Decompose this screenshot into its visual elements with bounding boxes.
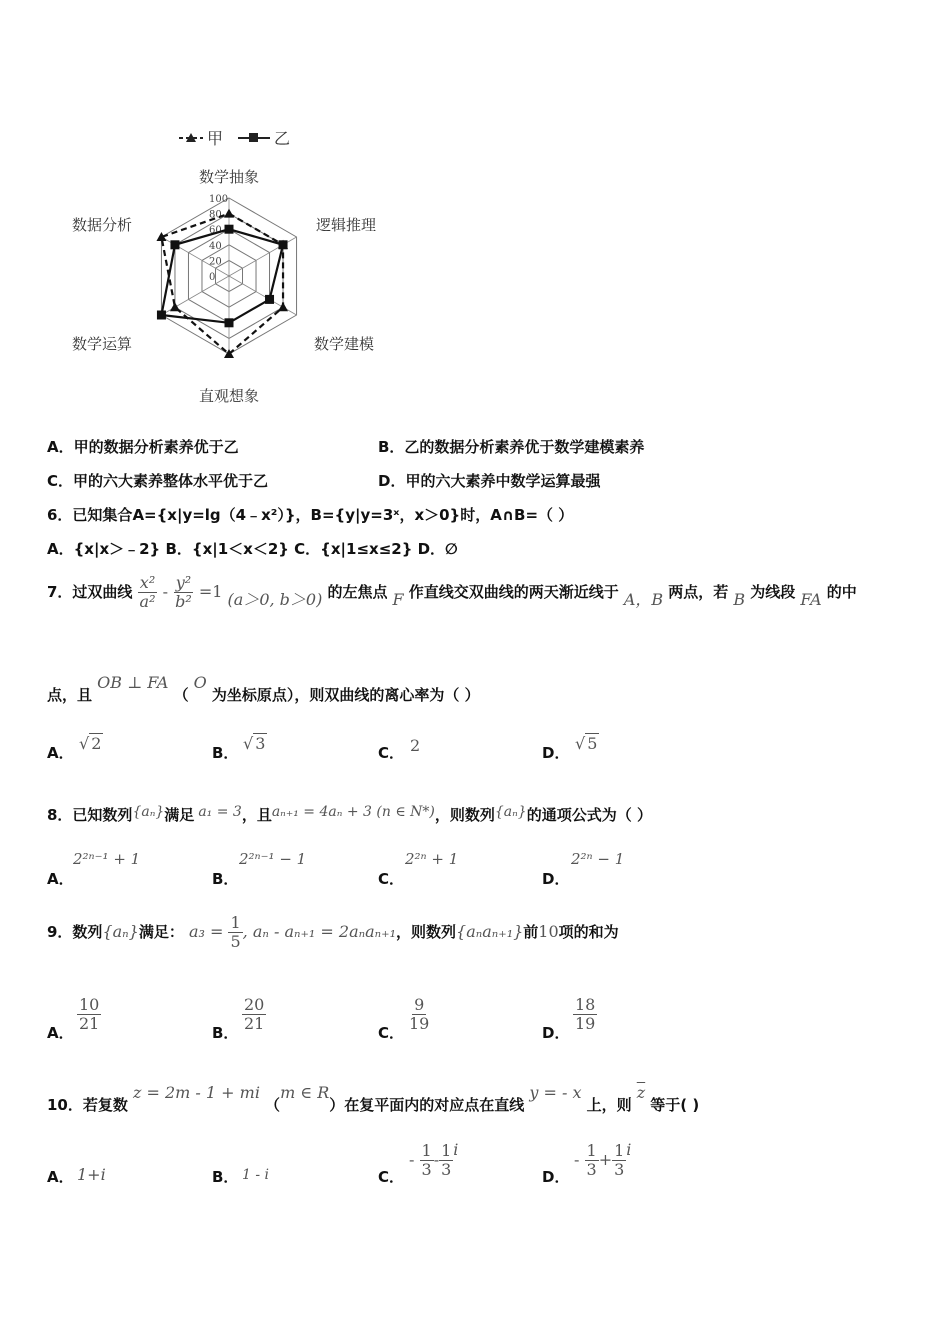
q8-opt-d-value: 2²ⁿ − 1: [571, 850, 625, 868]
q5-option-d: D．甲的六大素养中数学运算最强: [378, 472, 601, 490]
q10-opt-d-pre: -: [574, 1150, 580, 1169]
q10-opt-d-n2: 1: [614, 1141, 625, 1160]
q9-n10: 10: [538, 922, 559, 941]
q10-opt-c-n2: 1: [441, 1141, 452, 1160]
radar-point-jia: [278, 302, 288, 311]
radar-axis-label: 数学运算: [72, 335, 133, 353]
q8-seq: {𝑎ₙ}: [132, 804, 165, 820]
q9-opt-a-label: A．: [47, 1024, 74, 1042]
radar-axis-label: 数据分析: [72, 216, 133, 234]
q10-text1: 10．若复数: [47, 1096, 128, 1114]
q10-text3: ）在复平面内的对应点在直线: [329, 1096, 525, 1114]
q8-rec: 𝑎ₙ₊₁ = 4𝑎ₙ + 3 (𝑛 ∈ 𝑁*): [271, 804, 435, 820]
q8-opt-a-label: A．: [47, 870, 74, 888]
q5-option-b: B．乙的数据分析素养优于数学建模素养: [378, 438, 645, 456]
q10-opt-b-value: 1 - i: [242, 1167, 270, 1183]
q10-zbar: $\overline{z}$: [636, 1083, 646, 1102]
radar-tick-label: 40: [209, 240, 222, 252]
radar-axis-label: 数学建模: [314, 335, 375, 353]
q10-text5: 等于( ): [650, 1096, 700, 1114]
q7-text1: 的左焦点: [327, 583, 388, 601]
q10-opt-c-label: C．: [378, 1168, 405, 1186]
q8-opt-d-label: D．: [542, 870, 570, 888]
q9-opt-c-den: 19: [409, 1014, 430, 1033]
legend: [179, 129, 290, 148]
q7-opt-a-rad: 2: [91, 734, 102, 753]
q10-opt-b-label: B．: [212, 1168, 239, 1186]
q10-opt-c-mid: -: [433, 1150, 440, 1169]
q7-frac1-num: x²: [139, 573, 156, 592]
q6-stem: 6．已知集合A={x|y=lg（4﹣x²）}，B={y|y=3ˣ，x＞0}时，A∩B=（ ）: [47, 506, 574, 524]
q8-options: [47, 848, 927, 888]
radar-point-jia: [224, 209, 234, 218]
q7-stem-line1: [47, 574, 857, 611]
q7-opt-a-value: √ 2: [79, 734, 102, 753]
q10-cond: m ∈ R: [280, 1083, 330, 1102]
q9-opt-d-den: 19: [575, 1014, 596, 1033]
radar-tick-label: 100: [209, 194, 229, 205]
q10-opt-c-pre: -: [409, 1150, 415, 1169]
q9-text2: 满足：: [138, 923, 184, 941]
q8-text4: ，则数列: [434, 806, 495, 824]
radar-point-yi: [279, 240, 288, 249]
radar-tick-label: 0: [209, 272, 216, 283]
q9-frac: [228, 914, 242, 951]
q10-opt-c-value: [409, 1140, 458, 1179]
q9-options: [47, 996, 927, 1044]
radar-point-yi: [225, 225, 234, 234]
q7-opt-d-value: √ 5: [575, 734, 598, 753]
q7-opt-c-value: 2: [410, 736, 421, 755]
q10-opt-d-n1: 1: [586, 1141, 597, 1160]
q9-opt-a-den: 21: [79, 1014, 100, 1033]
q10-opt-d-d1: 3: [586, 1160, 597, 1179]
q10-options: [47, 1140, 927, 1188]
q10-opt-d-mid: +: [598, 1150, 613, 1169]
q9-text1: 9．数列: [47, 923, 103, 941]
q9-opt-d-num: 18: [575, 995, 596, 1014]
q7-minus: -: [162, 582, 168, 601]
q7-opt-b-label: B．: [212, 744, 239, 762]
q7-frac1-den: a²: [139, 592, 156, 611]
q10-opt-c-d1: 3: [421, 1160, 432, 1179]
q7-frac2-num: y²: [175, 573, 192, 592]
q8-opt-c-value: 2²ⁿ + 1: [405, 850, 459, 868]
q9-opt-b-label: B．: [212, 1024, 239, 1042]
q7-frac-x: [138, 574, 158, 611]
q9-seq: {aₙ}: [102, 922, 139, 941]
q9-text5: 项的和为: [558, 923, 619, 941]
q7-opt-b-rad: 3: [255, 734, 266, 753]
radar-axis-label: 逻辑推理: [316, 216, 377, 234]
q7-FA: FA: [800, 590, 822, 609]
q8-init: 𝑎₁ = 3: [198, 804, 242, 820]
q8-opt-b-label: B．: [212, 870, 239, 888]
q10-opt-d-value: [574, 1140, 631, 1179]
q8-text2: 满足: [164, 806, 195, 824]
q7-eq: =1: [198, 582, 223, 601]
q8-text5: 的通项公式为（ ）: [526, 806, 652, 824]
q7-line2a: 点，且: [47, 686, 93, 704]
q8-stem: [47, 800, 652, 824]
radar-tick-label: 20: [209, 256, 222, 268]
q9-frac-den: 5: [230, 932, 241, 951]
q9-seq2: {aₙaₙ₊₁}: [456, 922, 524, 941]
q9-opt-c-num: 9: [414, 995, 425, 1014]
q7-AB: A，B: [623, 590, 664, 609]
q10-opt-a-value: 1+i: [77, 1165, 106, 1184]
q7-opt-a-label: A．: [47, 744, 74, 762]
q5-option-a: A．甲的数据分析素养优于乙: [47, 438, 239, 456]
q10-z: z = 2m - 1 + mi: [132, 1083, 260, 1102]
q10-opt-d-label: D．: [542, 1168, 570, 1186]
q10-opt-c-d2: 3: [441, 1160, 452, 1179]
q9-frac-num: 1: [230, 913, 241, 932]
q9-opt-d-label: D．: [542, 1024, 570, 1042]
q7-opt-d-label: D．: [542, 744, 570, 762]
q10-opt-d-post: i: [626, 1140, 632, 1159]
legend-label-jia: 甲: [207, 129, 224, 148]
radar-point-yi: [225, 318, 234, 327]
q7-perp: OB ⊥ FA: [97, 673, 169, 692]
q7-prefix: 7．过双曲线: [47, 583, 133, 601]
q7-F: F: [392, 590, 404, 609]
q8-opt-b-value: 2²ⁿ⁻¹ − 1: [239, 850, 307, 868]
q7-stem-line2: [47, 672, 480, 704]
q7-line2b: 为坐标原点），则双曲线的离心率为（ ）: [211, 686, 480, 704]
q9-opt-a-num: 10: [79, 995, 100, 1014]
q9-opt-b-num: 20: [244, 995, 265, 1014]
q10-opt-c-post: i: [453, 1140, 459, 1159]
q7-frac2-den: b²: [175, 592, 192, 611]
radar-tick-label: 60: [209, 225, 222, 237]
q7-text5: 的中: [826, 583, 857, 601]
q9-text3: ，则数列: [396, 923, 457, 941]
q7-opt-c-label: C．: [378, 744, 405, 762]
legend-label-yi: 乙: [274, 129, 291, 148]
radar-axis-label: 直观想象: [198, 387, 260, 405]
q7-text2: 作直线交双曲线的两天渐近线于: [408, 583, 619, 601]
q7-O: O: [193, 673, 207, 692]
q8-text3: ，且: [241, 806, 272, 824]
radar-point-yi: [265, 295, 274, 304]
q10-stem: [47, 1082, 700, 1114]
q9-a3: a₃ =: [188, 922, 224, 941]
radar-point-yi: [157, 311, 166, 320]
q10-line: y = - x: [529, 1083, 582, 1102]
q7-options: [47, 734, 927, 764]
radar-point-yi: [170, 240, 179, 249]
q6-options: A．{x|x＞﹣2} B．{x|1＜x＜2} C．{x|1≤x≤2} D．∅: [47, 540, 458, 558]
q10-opt-d-d2: 3: [614, 1160, 625, 1179]
legend-square-marker: [249, 133, 258, 142]
q7-paren: （: [173, 686, 189, 704]
radar-chart: [60, 120, 400, 410]
radar-tick-label: 80: [209, 209, 222, 221]
q10-text2: （: [265, 1096, 281, 1114]
radar-axis-label: 数学抽象: [198, 168, 260, 186]
q10-text4: 上，则: [586, 1096, 632, 1114]
q5-option-c: C．甲的六大素养整体水平优于乙: [47, 472, 269, 490]
q7-cond: (a＞0, b＞0): [227, 590, 323, 609]
q7-opt-d-rad: 5: [587, 734, 598, 753]
q7-B: B: [733, 590, 746, 609]
q10-opt-a-label: A．: [47, 1168, 74, 1186]
q7-opt-b-value: √ 3: [243, 734, 266, 753]
q7-text4: 为线段: [750, 583, 796, 601]
q9-text4: 前: [523, 923, 539, 941]
radar-series: [156, 209, 288, 358]
q9-relation: , aₙ - aₙ₊₁ = 2aₙaₙ₊₁: [242, 922, 396, 941]
q7-text3: 两点，若: [668, 583, 729, 601]
q8-opt-a-value: 2²ⁿ⁻¹ + 1: [73, 850, 141, 868]
q7-frac-y: [173, 574, 194, 611]
radar-point-jia: [170, 302, 180, 311]
radar-series-line-乙: [161, 229, 283, 323]
q9-opt-c-label: C．: [378, 1024, 405, 1042]
q8-seq2: {𝑎ₙ}: [494, 804, 527, 820]
q9-stem: [47, 914, 619, 951]
radar-svg: [60, 120, 400, 410]
q10-opt-c-n1: 1: [421, 1141, 432, 1160]
q9-opt-b-den: 21: [244, 1014, 265, 1033]
q8-text1: 8．已知数列: [47, 806, 133, 824]
q8-opt-c-label: C．: [378, 870, 405, 888]
